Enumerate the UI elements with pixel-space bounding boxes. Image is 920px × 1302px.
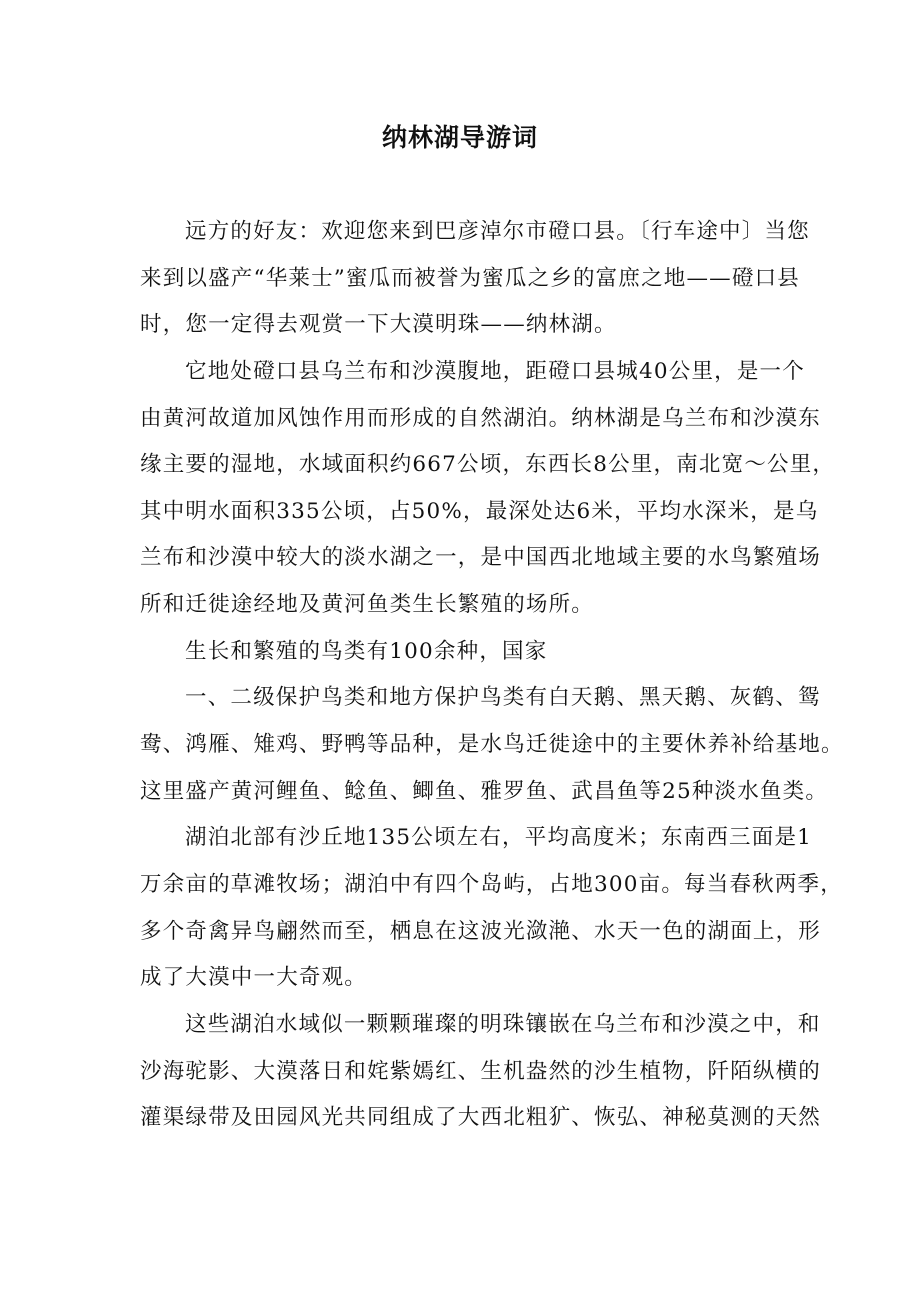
paragraph xyxy=(140,675,844,815)
text-line: 缘主要的湿地，水域面积约667公顷，东西长8公里，南北宽～公里， xyxy=(140,452,836,478)
text-line: 它地处磴口县乌兰布和沙漠腹地，距磴口县城40公里，是一个 xyxy=(185,358,805,384)
text-line: 其中明水面积335公顷，占50%，最深处达6米，平均水深米，是乌 xyxy=(140,498,819,524)
paragraph xyxy=(140,629,800,676)
text-line: 生长和繁殖的鸟类有100余种，国家 xyxy=(185,638,548,664)
text-line: 由黄河故道加风蚀作用而形成的自然湖泊。纳林湖是乌兰布和沙漠东 xyxy=(140,405,822,431)
text-line: 所和迁徙途经地及黄河鱼类生长繁殖的场所。 xyxy=(140,592,595,618)
paragraph xyxy=(140,209,810,349)
paragraph xyxy=(140,1002,822,1142)
text-line: 一、二级保护鸟类和地方保护鸟类有白天鹅、黑天鹅、灰鹤、鸳 xyxy=(185,685,821,711)
text-line: 这些湖泊水域似一颗颗璀璨的明珠镶嵌在乌兰布和沙漠之中，和 xyxy=(185,1011,821,1037)
document-body xyxy=(140,209,844,1142)
text-line: 时，您一定得去观赏一下大漠明珠——纳林湖。 xyxy=(140,312,617,338)
document-title: 纳林湖导游词 xyxy=(381,123,538,152)
text-line: 这里盛产黄河鲤鱼、鲶鱼、鲫鱼、雅罗鱼、武昌鱼等25种淡水鱼类。 xyxy=(140,778,829,804)
text-line: 沙海驼影、大漠落日和姹紫嫣红、生机盎然的沙生植物，阡陌纵横的 xyxy=(140,1058,822,1084)
text-line: 远方的好友：欢迎您来到巴彦淖尔市磴口县。〔行车途中〕当您 xyxy=(185,219,810,244)
text-line: 成了大漠中一大奇观。 xyxy=(140,965,368,991)
text-line: 万余亩的草滩牧场；湖泊中有四个岛屿，占地300亩。每当春秋两季， xyxy=(140,871,843,897)
text-line: 兰布和沙漠中较大的淡水湖之一，是中国西北地域主要的水鸟繁殖场 xyxy=(140,545,822,571)
text-line: 来到以盛产“华莱士”蜜瓜而被誉为蜜瓜之乡的富庶之地——磴口县 xyxy=(140,265,800,291)
text-line: 鸯、鸿雁、雉鸡、野鸭等品种，是水鸟迁徙途中的主要休养补给基地。 xyxy=(140,732,844,758)
text-line: 多个奇禽异鸟翩然而至，栖息在这波光潋滟、水天一色的湖面上，形 xyxy=(140,918,822,944)
paragraph xyxy=(140,349,836,629)
paragraph xyxy=(140,815,843,1002)
text-line: 湖泊北部有沙丘地135公顷左右，平均高度米；东南西三面是1 xyxy=(185,825,813,851)
text-line: 灌渠绿带及田园风光共同组成了大西北粗犷、恢弘、神秘莫测的天然 xyxy=(140,1105,822,1131)
